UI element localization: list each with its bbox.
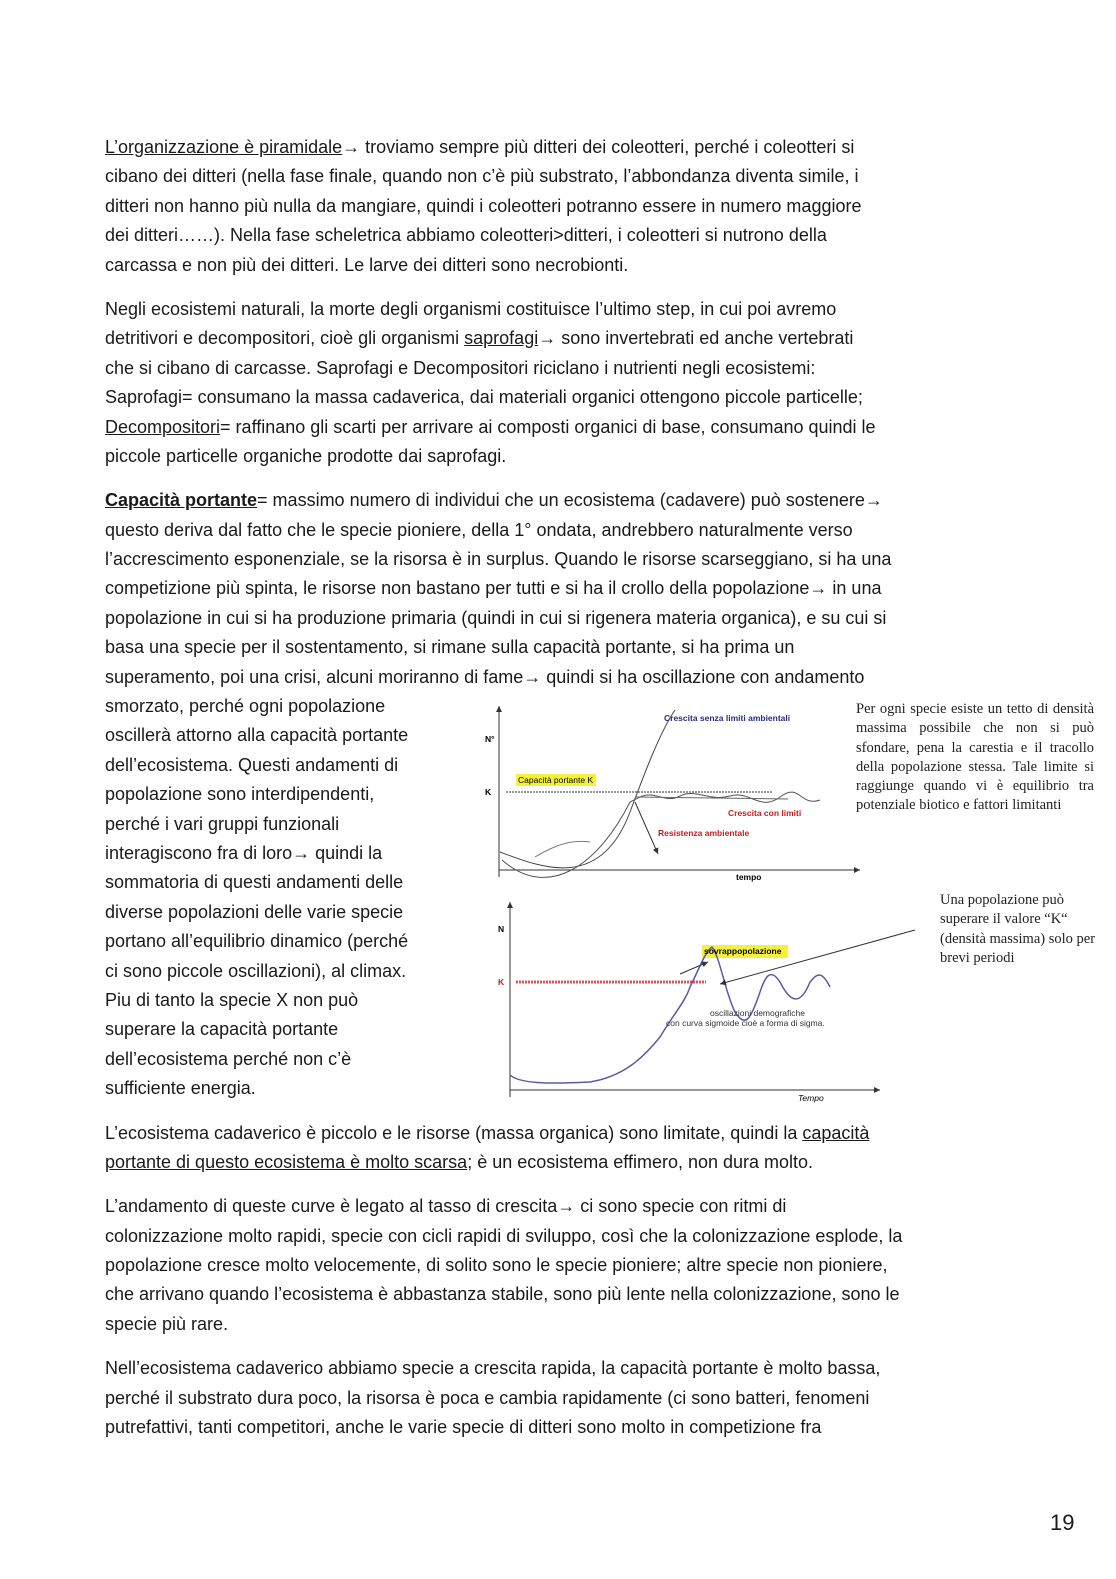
text-span: → sono invertebrati ed anche vertebrati — [538, 328, 854, 349]
text-span: = raffinano gli scarti per arrivare ai composti organici di base, consumano quindi le — [220, 416, 876, 437]
underlined-term: Decompositori — [105, 416, 221, 437]
osc-label-1: oscillazioni demografiche — [710, 1008, 805, 1018]
text-span: Piu di tanto la specie X non può — [105, 989, 359, 1010]
bottom-chart — [498, 902, 915, 1103]
text-span: L’ecosistema cadaverico è piccolo e le risorse (massa organica) sono limitate, quindi la — [105, 1122, 803, 1143]
text-line — [105, 192, 1005, 221]
text-span: popolazione cresce molto velocemente, di solito sono le specie pioniere; altre specie non pioniere, — [105, 1255, 888, 1276]
text-line — [105, 1384, 1005, 1413]
text-span: → troviamo sempre più ditteri dei coleotteri, perché i coleotteri si — [342, 137, 855, 157]
text-line — [105, 1222, 1005, 1251]
text-span: ci sono piccole oscillazioni), al climax. — [105, 960, 407, 981]
bottom-k-label: K — [498, 977, 505, 987]
text-line — [105, 604, 1005, 633]
underlined-term: L’organizzazione è piramidale — [105, 137, 343, 157]
top-y-label: N° — [485, 734, 495, 744]
text-line — [105, 162, 1005, 191]
text-line — [105, 133, 1005, 162]
text-span: che si cibano di carcasse. Saprofagi e Decompositori riciclano i nutrienti negli ecosistemi: — [105, 357, 816, 378]
carrying-capacity-figure — [480, 692, 1110, 1107]
bold-term: Capacità portante — [105, 490, 258, 511]
text-span: Saprofagi= consumano la massa cadaverica, dai materiali organici ottengono piccole particelle; — [105, 387, 863, 408]
osc-label-2: con curva sigmoide cioè a forma di sigma. — [666, 1018, 825, 1028]
bottom-x-label: Tempo — [798, 1093, 824, 1103]
top-caption: Per ogni specie esiste un tetto di densità massima possibile che non si può sfondare, pena la carestia e il tracollo della popolazione stessa. Tale limite si raggiunge quando vi è equilibrio tra potenziale biotico e fattori limitanti — [856, 701, 1094, 814]
text-line — [105, 251, 1005, 280]
text-span: superare la capacità portante — [105, 1019, 339, 1040]
text-span: perché i vari gruppi funzionali — [105, 813, 340, 834]
unlimited-growth-curve — [500, 710, 675, 868]
text-span: detritivori e decompositori, cioè gli organismi — [105, 328, 465, 349]
text-span: che arrivano quando l’ecosistema è abbastanza stabile, sono più lente nella colonizzazione, sono le — [105, 1284, 900, 1305]
text-span: Negli ecosistemi naturali, la morte degli organismi costituisce l’ultimo step, in cui poi avremo — [105, 298, 837, 319]
text-span: sommatoria di questi andamenti delle — [105, 872, 404, 893]
text-span: dell’ecosistema perché non c’è — [105, 1048, 352, 1069]
text-span: basa una specie per il sostentamento, si rimane sulla capacità portante, si ha prima un — [105, 637, 795, 658]
text-line — [105, 1148, 1005, 1177]
paragraph — [105, 1119, 1005, 1178]
text-line — [105, 1119, 1005, 1148]
text-span: oscillerà attorno alla capacità portante — [105, 725, 409, 746]
text-span: putrefattivi, tanti competitori, anche le varie specie di ditteri sono molto in competizione fra — [105, 1417, 822, 1438]
text-span: diverse popolazioni delle varie specie — [105, 901, 404, 922]
text-span: interagiscono fra di loro→ quindi la — [105, 842, 383, 863]
top-x-label: tempo — [736, 872, 762, 882]
resistance-arrow — [635, 802, 658, 854]
text-span: superamento, poi una crisi, alcuni moriranno di fame→ quindi si ha oscillazione con andamento — [105, 666, 865, 687]
text-span: piccole particelle organiche prodotte dai saprofagi. — [105, 445, 507, 466]
resistance-label: Resistenza ambientale — [658, 828, 750, 838]
text-span: L’andamento di queste curve è legato al tasso di crescita→ ci sono specie con ritmi di — [105, 1196, 787, 1217]
text-span: portano all’equilibrio dinamico (perché — [105, 931, 409, 952]
text-span: popolazione sono interdipendenti, — [105, 784, 375, 805]
capacity-label: Capacità portante K — [518, 775, 594, 785]
paragraph — [105, 1192, 1005, 1339]
text-line — [105, 574, 1005, 603]
text-span: dei ditteri……). Nella fase scheletrica abbiamo coleotteri>ditteri, i coleotteri si nutrono della — [105, 225, 827, 246]
text-span: carcassa e non più dei ditteri. Le larve dei ditteri sono necrobionti. — [105, 254, 629, 275]
text-span: dell’ecosistema. Questi andamenti di — [105, 754, 399, 775]
text-line — [105, 442, 1005, 471]
text-span: colonizzazione molto rapidi, specie con cicli rapidi di sviluppo, così che la colonizzazione esplode, la — [105, 1225, 903, 1246]
text-line — [105, 383, 1005, 412]
text-span: specie più rare. — [105, 1313, 229, 1334]
text-line — [105, 221, 1005, 250]
text-span: ; è un ecosistema effimero, non dura molto. — [467, 1151, 814, 1172]
text-span: popolazione in cui si ha produzione primaria (quindi in cui si rigenera materia organica), e su cui si — [105, 607, 887, 628]
text-line — [105, 1280, 1005, 1309]
text-span: cibano dei ditteri (nella fase finale, quando non c’è più substrato, l’abbondanza diventa simile, i — [105, 166, 859, 187]
text-line — [105, 354, 1005, 383]
text-line — [105, 1413, 1005, 1442]
text-line — [105, 324, 1005, 353]
underlined-term: saprofagi — [464, 328, 539, 349]
unlimited-label: Crescita senza limiti ambientali — [664, 713, 791, 723]
paragraph — [105, 295, 1005, 471]
paragraph — [105, 1354, 1005, 1442]
text-line — [105, 295, 1005, 324]
overpop-label: sovrappopolazione — [704, 946, 782, 956]
text-line — [105, 1192, 1005, 1221]
text-span: Nell’ecosistema cadaverico abbiamo specie a crescita rapida, la capacità portante è molto bassa, — [105, 1358, 881, 1379]
underlined-term: capacità — [802, 1122, 870, 1143]
top-k-label: K — [485, 787, 492, 797]
text-span: perché il substrato dura poco, la risorsa è poca e cambia rapidamente (ci sono batteri, fenomeni — [105, 1387, 870, 1408]
text-span: ditteri non hanno più nulla da mangiare, quindi i coleotteri potranno essere in numero maggiore — [105, 195, 862, 216]
text-span: competizione più spinta, le risorse non bastano per tutti e si ha il crollo della popolazione→ in una — [105, 578, 882, 599]
text-line — [105, 1310, 1005, 1339]
text-line — [105, 486, 1005, 515]
text-line — [105, 516, 1005, 545]
paragraph — [105, 133, 1005, 280]
top-chart — [485, 706, 860, 882]
bottom-y-label: N — [498, 924, 505, 934]
text-span: = massimo numero di individui che un ecosistema (cadavere) può sostenere→ — [257, 490, 883, 511]
text-line — [105, 663, 1005, 692]
text-span: l’accrescimento esponenziale, se la risorsa è in surplus. Quando le risorse scarseggiano, si ha una — [105, 549, 892, 570]
text-line — [105, 1354, 1005, 1383]
text-line — [105, 633, 1005, 662]
text-span: questo deriva dal fatto che le specie pioniere, della 1° ondata, andrebbero naturalmente verso — [105, 519, 853, 540]
page-number: 19 — [1050, 1510, 1075, 1535]
text-line — [105, 1251, 1005, 1280]
text-span: smorzato, perché ogni popolazione — [105, 696, 386, 717]
limited-label: Crescita con limiti — [728, 808, 802, 818]
text-line — [105, 413, 1005, 442]
bottom-caption: Una popolazione può superare il valore “K“ (densità massima) solo per brevi periodi — [940, 892, 1096, 966]
text-line — [105, 545, 1005, 574]
underlined-term: portante di questo ecosistema è molto scarsa — [105, 1151, 468, 1172]
text-span: sufficiente energia. — [105, 1078, 256, 1099]
